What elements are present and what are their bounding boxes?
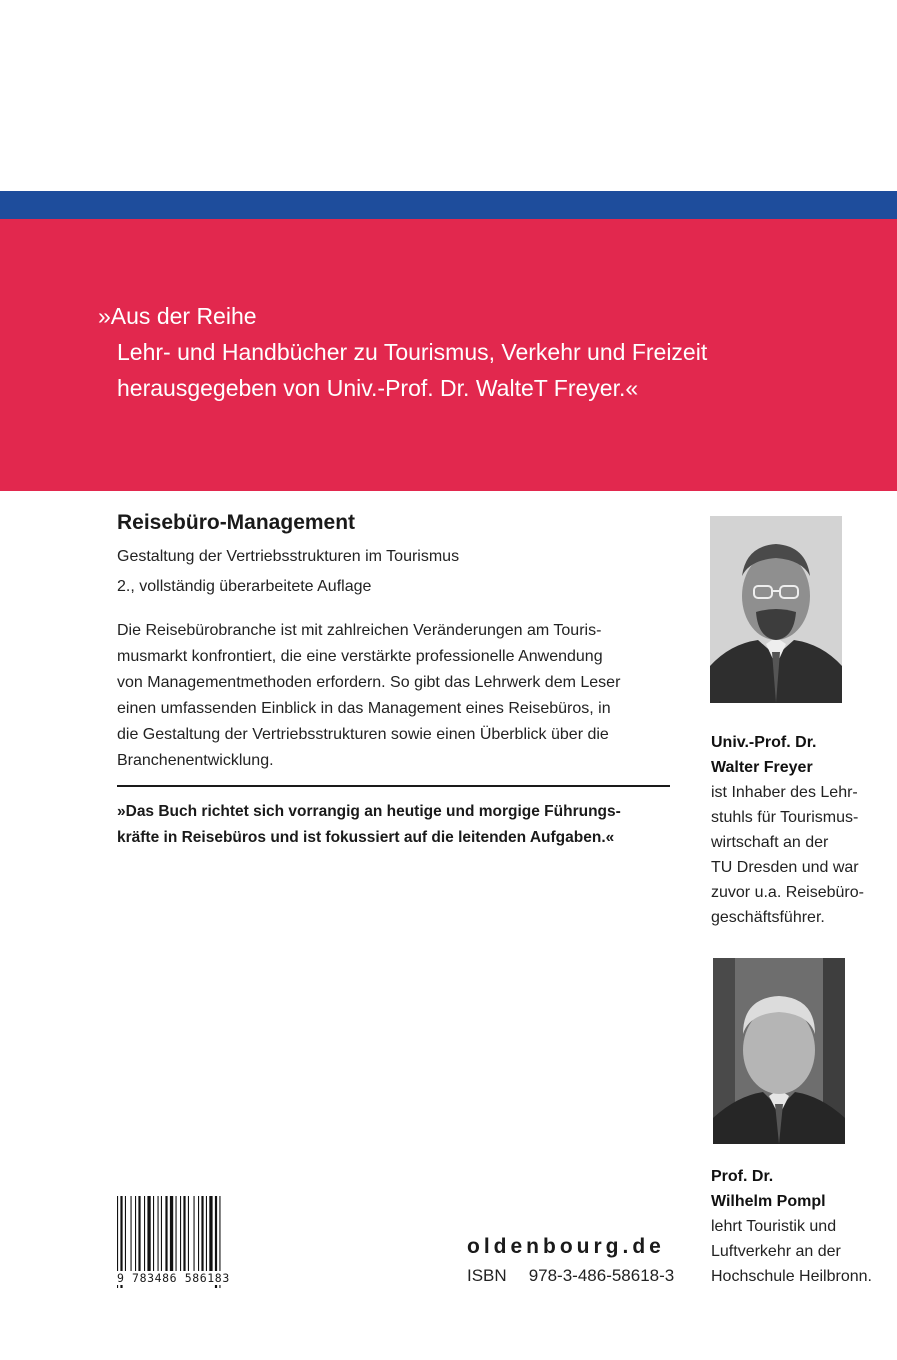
bio-line: wirtschaft an der <box>711 834 829 851</box>
bio-line: stuhls für Tourismus- <box>711 809 859 826</box>
quote-line: »Das Buch richtet sich vorrangig an heutige und morgige Führungs- <box>117 803 621 820</box>
series-statement <box>98 298 707 406</box>
publisher-url: oldenbourg.de <box>467 1235 665 1258</box>
description-line: von Managementmethoden erfordern. So gibt das Lehrwerk dem Leser <box>117 674 621 691</box>
bio-line: Hochschule Heilbronn. <box>711 1268 872 1285</box>
author-name: Wilhelm Pompl <box>711 1193 826 1210</box>
author-bio-pompl <box>711 1164 872 1289</box>
book-subtitle: Gestaltung der Vertriebsstrukturen im Tourismus <box>117 548 460 565</box>
bio-line: ist Inhaber des Lehr- <box>711 784 858 801</box>
author-title: Prof. Dr. <box>711 1168 774 1185</box>
author-photo-pompl <box>713 958 845 1144</box>
isbn-label: ISBN <box>467 1266 507 1285</box>
barcode-number: 9 783486 586183 <box>117 1271 230 1285</box>
quote-line: kräfte in Reisebüros und ist fokussiert auf die leitenden Aufgaben.« <box>117 829 615 846</box>
author-photo-freyer <box>710 516 842 703</box>
book-quote <box>117 799 621 851</box>
isbn-value: 978-3-486-58618-3 <box>528 1266 675 1285</box>
isbn <box>467 1266 674 1286</box>
author-title: Univ.-Prof. Dr. <box>711 734 817 751</box>
series-line-3: herausgegeben von Univ.-Prof. Dr. WalteT Freyer.« <box>117 375 639 401</box>
author-bio-freyer <box>711 730 864 930</box>
bio-line: Luftverkehr an der <box>711 1243 841 1260</box>
divider <box>117 785 670 787</box>
bio-line: lehrt Touristik und <box>711 1218 837 1235</box>
series-line-1: »Aus der Reihe <box>98 303 257 329</box>
book-title: Reisebüro-Management <box>117 511 356 534</box>
description-line: Branchenentwicklung. <box>117 752 274 769</box>
bio-line: zuvor u.a. Reisebüro- <box>711 884 864 901</box>
book-edition: 2., vollständig überarbeitete Auflage <box>117 578 372 595</box>
series-line-2: Lehr- und Handbücher zu Tourismus, Verkehr und Freizeit <box>117 339 708 365</box>
description-line: einen umfassenden Einblick in das Management eines Reisebüros, in <box>117 700 611 717</box>
description-line: musmarkt konfrontiert, die eine verstärkte professionelle Anwendung <box>117 648 603 665</box>
description-line: Die Reisebürobranche ist mit zahlreichen Veränderungen am Touris- <box>117 622 602 639</box>
bio-line: geschäftsführer. <box>711 909 825 926</box>
book-info <box>117 508 677 774</box>
description-line: die Gestaltung der Vertriebsstrukturen sowie einen Überblick über die <box>117 726 609 743</box>
bio-line: TU Dresden und war <box>711 859 859 876</box>
author-name: Walter Freyer <box>711 759 813 776</box>
blue-band <box>0 191 897 219</box>
book-description <box>117 618 677 774</box>
